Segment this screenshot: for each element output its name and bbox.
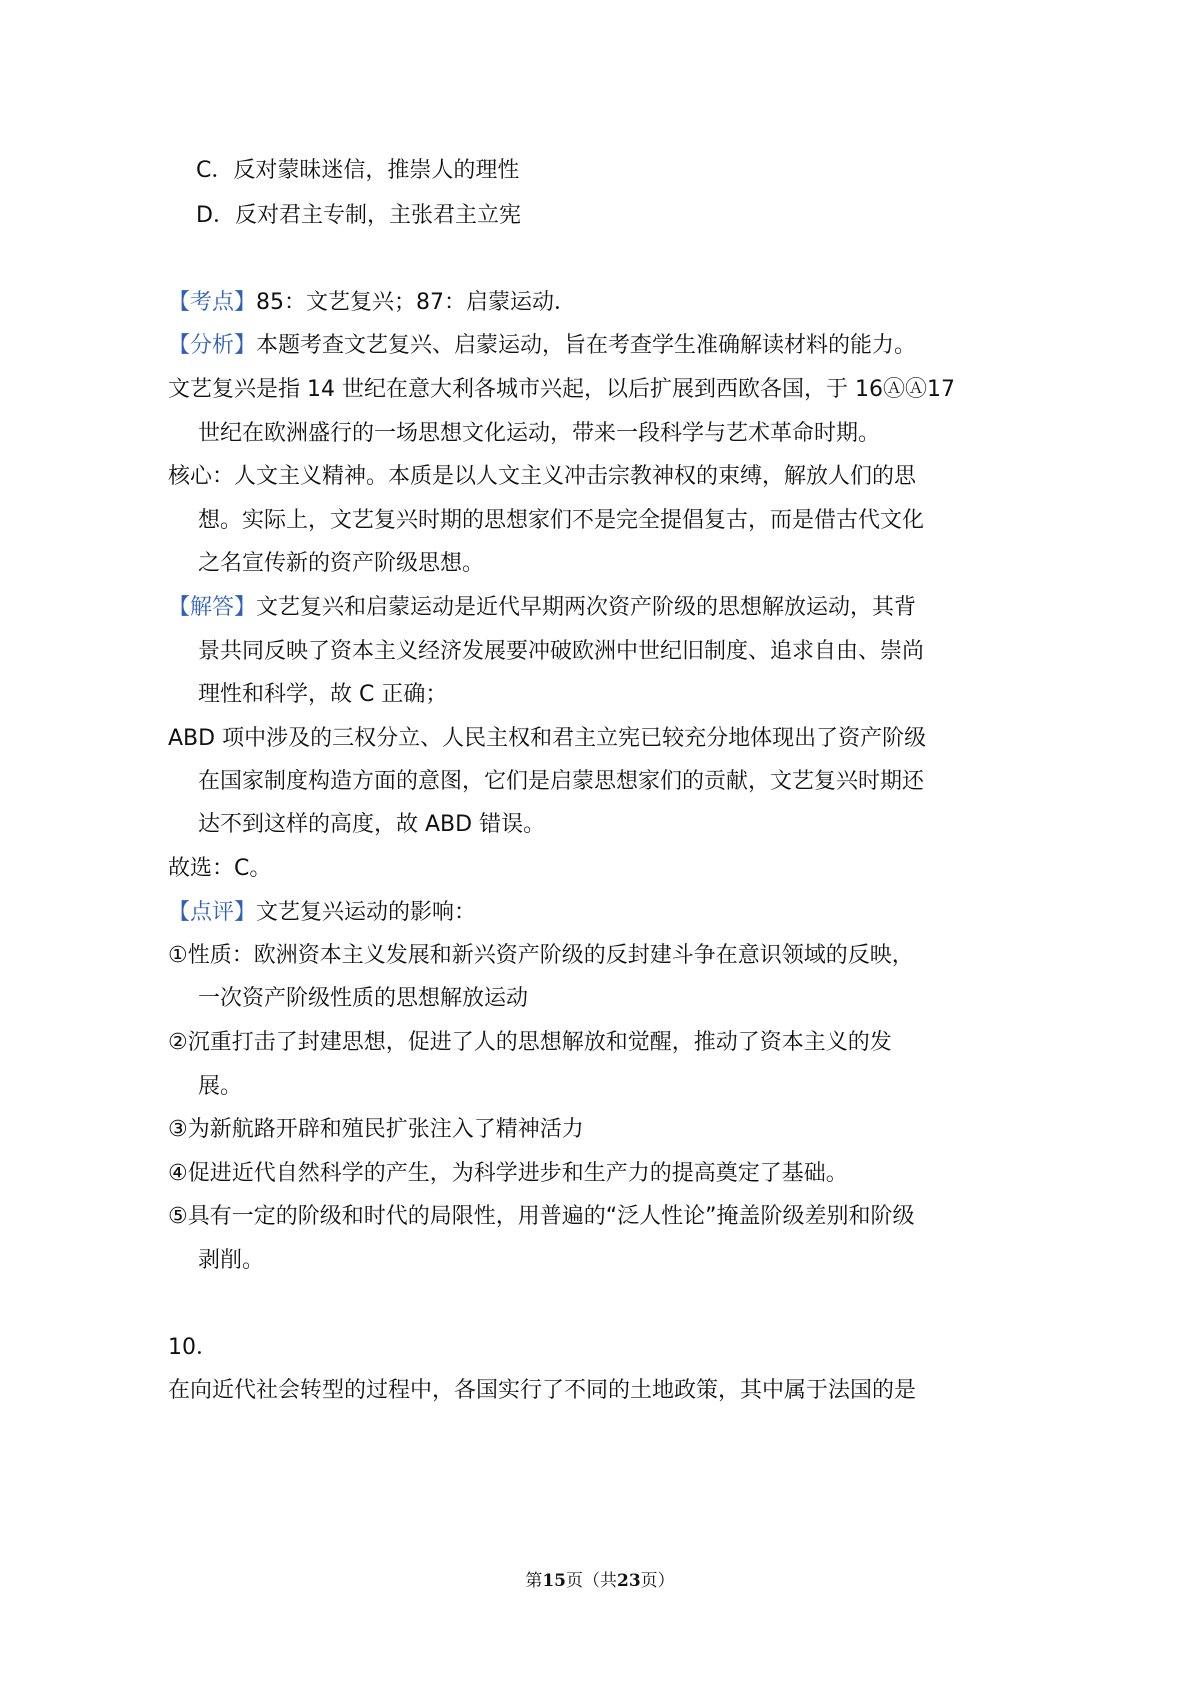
dianping-tag: 【点评】 — [168, 900, 257, 925]
fenxi-line — [0, 331, 1200, 361]
fenxi-para2-line1: 核心：人文主义精神。本质是以人文主义冲击宗教神权的束缚，解放人们的思 — [168, 464, 917, 489]
jieda-line2: 景共同反映了资本主义经济发展要冲破欧洲中世纪旧制度、追求自由、崇尚 — [198, 639, 925, 664]
fenxi-para2-line2: 想。实际上，文艺复兴时期的思想家们不是完全提倡复古，而是借古代文化 — [198, 508, 925, 533]
dianping-item-3: ③为新航路开辟和殖民扩张注入了精神活力 — [168, 1117, 584, 1142]
dianping-line — [0, 898, 1200, 928]
kaodian-line — [0, 288, 1200, 318]
footer-total-pages: 23 — [617, 1571, 641, 1591]
dianping-item-1-cont: 一次资产阶级性质的思想解放运动 — [198, 986, 529, 1011]
fenxi-para1-line2: 世纪在欧洲盛行的一场思想文化运动，带来一段科学与艺术革命时期。 — [198, 421, 881, 446]
question-text: 在向近代社会转型的过程中，各国实行了不同的土地政策，其中属于法国的是 — [168, 1378, 917, 1403]
question-number: 10． — [168, 1335, 218, 1360]
fenxi-para2-line3: 之名宣传新的资产阶级思想。 — [198, 551, 485, 576]
fenxi-para1-line1: 文艺复兴是指 14 世纪在意大利各城市兴起，以后扩展到西欧各国，于 16ⒶⒶ17 — [168, 377, 955, 402]
kaodian-text: 85：文艺复兴；87：启蒙运动． — [256, 290, 577, 315]
footer-middle: 页（共 — [566, 1571, 617, 1591]
dianping-item-2-cont: 展。 — [198, 1074, 243, 1099]
kaodian-tag: 【考点】 — [168, 290, 257, 315]
dianping-item-5-cont: 剥削。 — [198, 1248, 265, 1273]
jieda-para2-line3: 达不到这样的高度，故 ABD 错误。 — [198, 812, 546, 837]
option-d: D．反对君主专制，主张君主立宪 — [196, 203, 521, 228]
dianping-text: 文艺复兴运动的影响： — [256, 900, 477, 925]
dianping-item-2: ②沉重打击了封建思想，促进了人的思想解放和觉醒，推动了资本主义的发 — [168, 1030, 892, 1055]
jieda-para2-line2: 在国家制度构造方面的意图，它们是启蒙思想家们的贡献，文艺复兴时期还 — [198, 769, 925, 794]
option-c: C．反对蒙昧迷信，推崇人的理性 — [196, 158, 520, 183]
footer-page-number: 15 — [542, 1571, 566, 1591]
jieda-line3: 理性和科学，故 C 正确； — [198, 682, 448, 707]
footer-prefix: 第 — [525, 1571, 543, 1591]
fenxi-tag: 【分析】 — [168, 333, 257, 358]
jieda-text: 文艺复兴和启蒙运动是近代早期两次资产阶级的思想解放运动，其背 — [256, 595, 917, 620]
answer-choice: 故选：C。 — [168, 856, 272, 881]
dianping-item-4: ④促进近代自然科学的产生，为科学进步和生产力的提高奠定了基础。 — [168, 1161, 848, 1186]
jieda-para2-line1: ABD 项中涉及的三权分立、人民主权和君主立宪已较充分地体现出了资产阶级 — [168, 726, 927, 751]
jieda-line — [0, 593, 1200, 623]
jieda-tag: 【解答】 — [168, 595, 257, 620]
dianping-item-1: ①性质：欧洲资本主义发展和新兴资产阶级的反封建斗争在意识领域的反映， — [168, 943, 914, 968]
page-footer — [0, 1566, 1200, 1591]
footer-suffix: 页） — [640, 1571, 675, 1591]
fenxi-text: 本题考查文艺复兴、启蒙运动，旨在考查学生准确解读材料的能力。 — [256, 333, 917, 358]
dianping-item-5: ⑤具有一定的阶级和时代的局限性，用普遍的“泛人性论”掩盖阶级差别和阶级 — [168, 1204, 915, 1229]
